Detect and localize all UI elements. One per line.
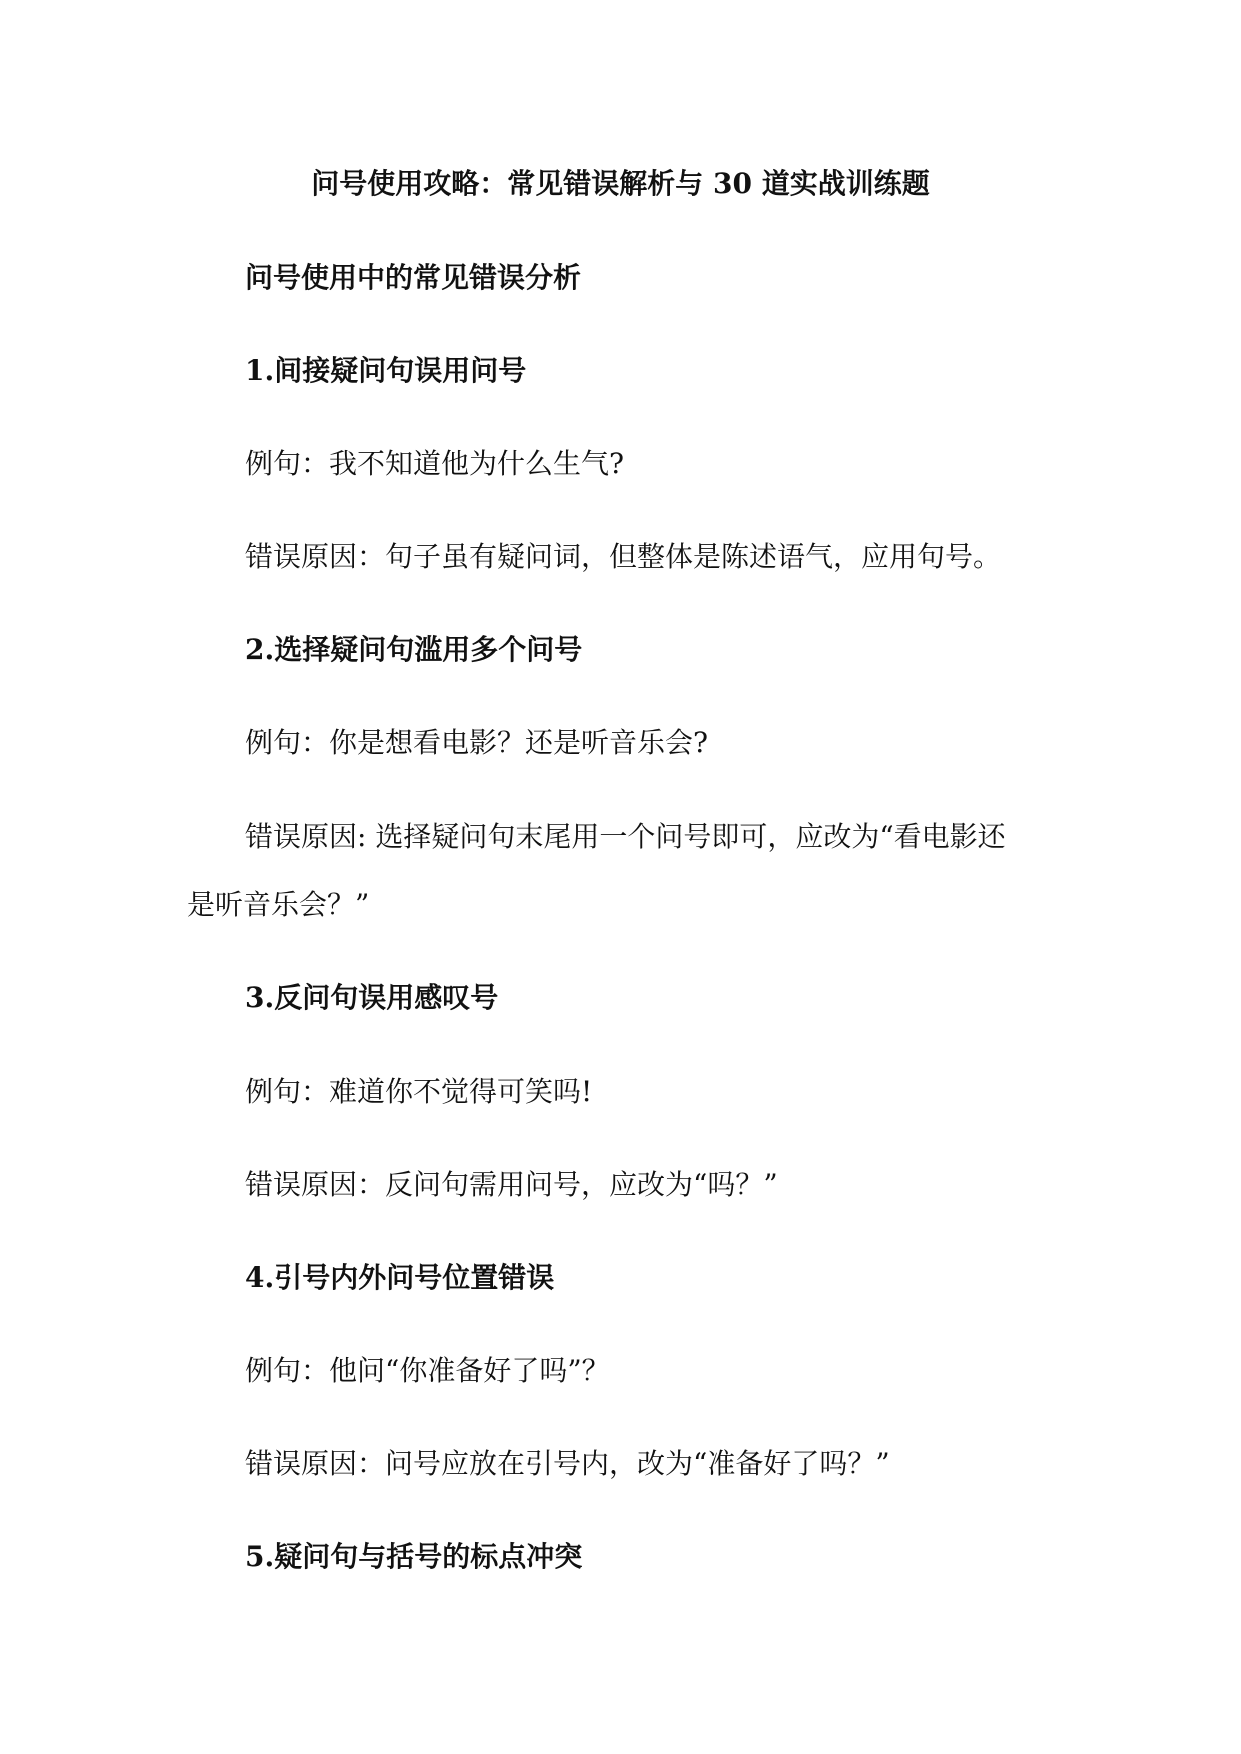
item-2-reason-line-1: 错误原因: 选择疑问句末尾用一个问号即可，应改为“看电影还 (245, 820, 1006, 853)
item-4-example: 例句：他问“你准备好了吗”？ (245, 1354, 610, 1387)
item-1-example: 例句：我不知道他为什么生气? (245, 447, 625, 480)
item-3-reason: 错误原因：反问句需用问号，应改为“吗？” (245, 1168, 778, 1201)
item-2-example: 例句：你是想看电影？还是听音乐会? (245, 726, 709, 759)
section-heading: 问号使用中的常见错误分析 (245, 261, 582, 294)
item-5-heading: 5.疑问句与括号的标点冲突 (245, 1540, 583, 1573)
item-1-reason: 错误原因：句子虽有疑问词，但整体是陈述语气，应用句号。 (245, 540, 1002, 573)
item-4-heading: 4.引号内外问号位置错误 (245, 1261, 555, 1294)
item-2-heading: 2.选择疑问句滥用多个问号 (245, 633, 583, 666)
document-title: 问号使用攻略：常见错误解析与 30 道实战训练题 (311, 167, 930, 200)
item-3-heading: 3.反问句误用感叹号 (245, 981, 499, 1014)
item-3-example: 例句：难道你不觉得可笑吗! (245, 1075, 593, 1108)
item-2-reason-line-2: 是听音乐会？” (187, 888, 370, 921)
item-1-heading: 1.间接疑问句误用问号 (245, 354, 527, 387)
item-4-reason: 错误原因：问号应放在引号内，改为“准备好了吗？” (245, 1447, 890, 1480)
